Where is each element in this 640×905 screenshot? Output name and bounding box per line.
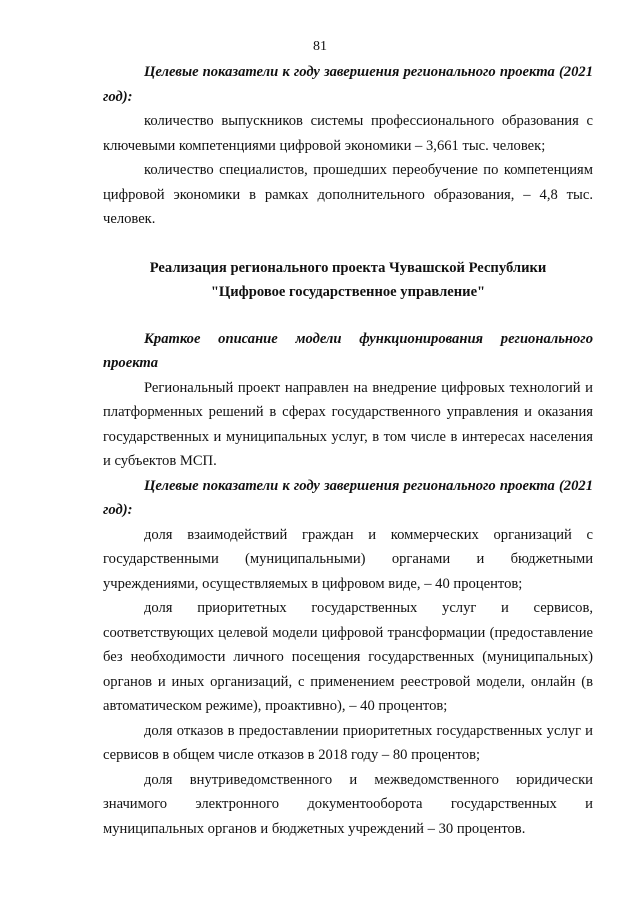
model-description-heading: Краткое описание модели функционирования регионального проекта bbox=[103, 330, 593, 371]
indicator-retrained-specialists: количество специалистов, прошедших переобучение по компетенциям цифровой экономики в рамках дополнительного образования, – 4,8 тыс. человек. bbox=[103, 162, 593, 227]
project-title-line-1: Реализация регионального проекта Чувашской Республики bbox=[149, 259, 547, 276]
indicator-priority-services: доля приоритетных государственных услуг и сервисов, соответствующих целевой модели цифровой трансформации (предоставление без необходимости личного посещения государственных (муниципальных) органов и иных организаций, с применением реестровой модели, онлайн (в автоматическом режиме), проактивно), – 40 процентов; bbox=[103, 600, 593, 714]
indicator-graduates: количество выпускников системы профессионального образования с ключевыми компетенциями цифровой экономики – 3,661 тыс. человек; bbox=[103, 113, 593, 154]
indicator-electronic-docflow: доля внутриведомственного и межведомственного юридически значимого электронного документооборота государственных и муниципальных органов и бюджетных учреждений – 30 процентов. bbox=[103, 771, 593, 837]
page-number: 81 bbox=[313, 39, 327, 54]
project-description: Региональный проект направлен на внедрение цифровых технологий и платформенных решений в сферах государственного управления и оказания государственных и муниципальных услуг, в том числе в интересах населения и субъектов МСП. bbox=[103, 379, 593, 469]
indicator-digital-interactions: доля взаимодействий граждан и коммерческих организаций с государственными (муниципальными) органами и бюджетными учреждениями, осуществляемых в цифровом виде, – 40 процентов; bbox=[103, 526, 593, 592]
document-body bbox=[103, 60, 593, 841]
targets-heading-1: Целевые показатели к году завершения регионального проекта (2021 год): bbox=[103, 64, 593, 105]
targets-heading-2: Целевые показатели к году завершения регионального проекта (2021 год): bbox=[103, 477, 593, 518]
indicator-refusals: доля отказов в предоставлении приоритетных государственных услуг и сервисов в общем числе отказов в 2018 году – 80 процентов; bbox=[103, 722, 593, 763]
project-title-line-2: "Цифровое государственное управление" bbox=[210, 284, 486, 300]
